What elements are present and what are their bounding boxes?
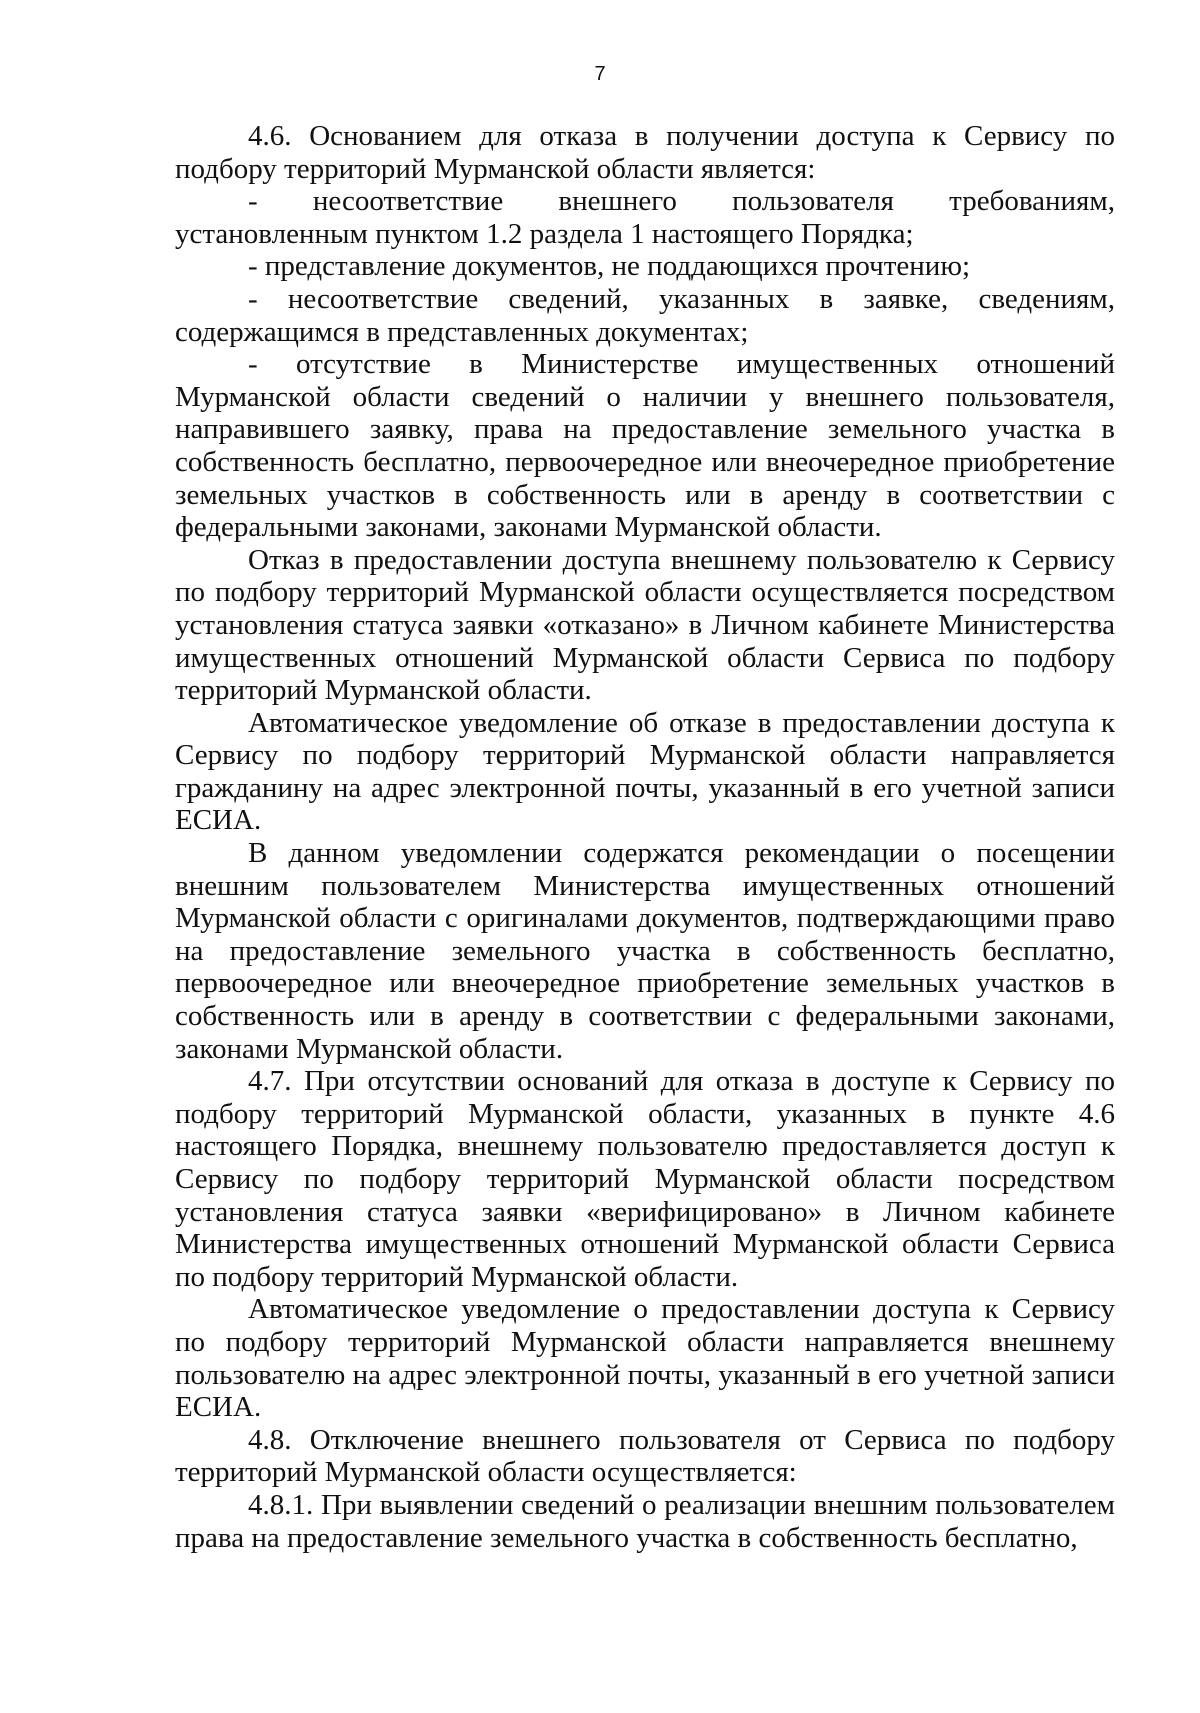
paragraph-access-notification: Автоматическое уведомление о предоставлении доступа к Сервису по подбору территорий Мурманской области направляется внешнему пользователю на адрес электронной почты, указанный в его учетной записи ЕСИА.	[175, 1293, 1115, 1424]
list-item-requirements: - несоответствие внешнего пользователя требованиям, установленным пунктом 1.2 раздела 1 настоящего Порядка;	[175, 185, 1115, 250]
document-body	[175, 120, 1115, 1554]
paragraph-refusal-notification: Автоматическое уведомление об отказе в предоставлении доступа к Сервису по подбору территорий Мурманской области направляется гражданину на адрес электронной почты, указанный в его учетной записи ЕСИА.	[175, 706, 1115, 837]
paragraph-4-8-1: 4.8.1. При выявлении сведений о реализации внешним пользователем права на предоставление земельного участка в собственность бесплатно,	[175, 1488, 1115, 1554]
list-item-unreadable-documents: - представление документов, не поддающихся прочтению;	[248, 250, 971, 283]
paragraph-recommendations: В данном уведомлении содержатся рекомендации о посещении внешним пользователем Министерства имущественных отношений Мурманской области с оригиналами документов, подтверждающими право на предоставление земельного участка в собственность бесплатно, первоочередное или внеочередное приобретение земельных участков в собственность или в аренду в соответствии с федеральными законами, законами Мурманской области.	[175, 837, 1115, 1065]
list-item-mismatch: - несоответствие сведений, указанных в заявке, сведениям, содержащимся в представленных документах;	[175, 282, 1115, 348]
paragraph-4-8: 4.8. Отключение внешнего пользователя от Сервиса по подбору территорий Мурманской области осуществляется:	[175, 1423, 1115, 1489]
list-item-no-rights-info: - отсутствие в Министерстве имущественных отношений Мурманской области сведений о наличии у внешнего пользователя, направившего заявку, права на предоставление земельного участка в собственность бесплатно, первоочередное или внеочередное приобретение земельных участков в собственность или в аренду в соответствии с федеральными законами, законами Мурманской области.	[175, 348, 1115, 544]
paragraph-4-7: 4.7. При отсутствии оснований для отказа в доступе к Сервису по подбору территорий Мурманской области, указанных в пункте 4.6 настоящего Порядка, внешнему пользователю предоставляется доступ к Сервису по подбору территорий Мурманской области посредством установления статуса заявки «верифицировано» в Личном кабинете Министерства имущественных отношений Мурманской области Сервиса по подбору территорий Мурманской области.	[175, 1065, 1115, 1293]
paragraph-refusal: Отказ в предоставлении доступа внешнему пользователю к Сервису по подбору территорий Мурманской области осуществляется посредством установления статуса заявки «отказано» в Личном кабинете Министерства имущественных отношений Мурманской области Сервиса по подбору территорий Мурманской области.	[175, 543, 1115, 707]
paragraph-4-6: 4.6. Основанием для отказа в получении доступа к Сервису по подбору территорий Мурманской области является:	[175, 120, 1115, 185]
page-number: 7	[594, 63, 606, 85]
